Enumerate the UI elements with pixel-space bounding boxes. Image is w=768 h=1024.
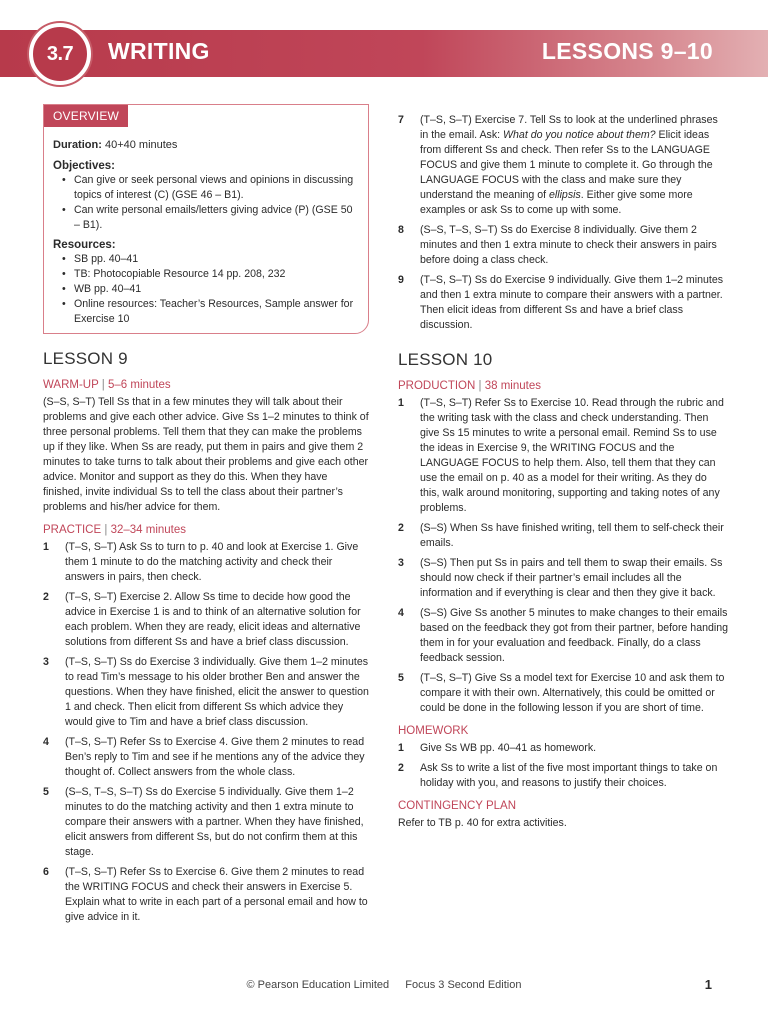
practice-item (398, 223, 728, 268)
footer (0, 979, 768, 991)
homework-item (398, 741, 728, 756)
item-text: (S–S) Give Ss another 5 minutes to make changes to their emails based on the feedback they got from their partner, before handing them in for your evaluation and feedback. Finally, do a class feedback session. (420, 607, 729, 664)
production-item (398, 671, 728, 716)
practice-item (43, 865, 369, 925)
item-text: (T–S, S–T) Give Ss a model text for Exercise 10 and ask them to compare it with their own. Alternatively, this could be omitted or could be done in the following lesson if you are short of time. (420, 672, 725, 714)
footer-edition: Focus 3 Second Edition (405, 979, 522, 991)
homework-list (398, 741, 728, 791)
lessons-title: LESSONS 9–10 (541, 38, 713, 64)
resource-item: • TB: Photocopiable Resource 14 pp. 208, 232 (53, 267, 361, 282)
separator: | (478, 380, 482, 392)
practice-list (43, 540, 369, 925)
objective-item: • Can write personal emails/letters giving advice (P) (GSE 50 – B1). (53, 203, 361, 233)
item-text-post: . Either give some more examples or ask Ss to come up with some. (420, 189, 693, 216)
right-column (398, 113, 728, 831)
item-number: 2 (43, 591, 49, 603)
duration-value: 40+40 minutes (104, 139, 178, 151)
item-number: 5 (43, 786, 49, 798)
item-text: (T–S, S–T) Refer Ss to Exercise 4. Give them 2 minutes to read Ben’s reply to Tim and see if he mentions any of the advice they thought of. Collect answers from the whole class. (65, 736, 365, 778)
item-text: (T–S, S–T) Exercise 2. Allow Ss time to decide how good the advice in Exercise 1 is and to think of an alternative solution for each problem. When they are ready, elicit ideas and alternative solutions from different Ss and have a brief class discussion. (65, 591, 361, 648)
production-item (398, 606, 728, 666)
item-number: 3 (43, 656, 49, 668)
contingency-heading: CONTINGENCY PLAN (398, 800, 517, 812)
objectives-label: Objectives: (53, 160, 115, 172)
item-number: 4 (398, 607, 404, 619)
item-text-pre: (T–S, S–T) Exercise 7. Tell Ss to look at the underlined phrases in the email. Ask: (420, 114, 718, 141)
resource-item: • WB pp. 40–41 (53, 282, 361, 297)
practice-heading (43, 524, 369, 536)
item-emphasis: ellipsis (548, 189, 581, 201)
resources-list (53, 252, 361, 327)
production-item (398, 396, 728, 516)
item-text: (S–S, T–S, S–T) Ss do Exercise 8 individually. Give them 2 minutes and then 1 extra minute to check their answers in pairs before doing a class check. (420, 224, 717, 266)
warmup-heading (43, 379, 369, 391)
item-number: 4 (43, 736, 49, 748)
page-number: 1 (704, 977, 712, 992)
practice-item (398, 113, 728, 218)
item-number: 1 (398, 397, 404, 409)
overview-tab: OVERVIEW (44, 105, 128, 127)
objective-item: • Can give or seek personal views and opinions in discussing topics of interest (C) (GSE 46 – B1). (53, 173, 361, 203)
item-number: 1 (398, 742, 404, 754)
item-text: (S–S) Then put Ss in pairs and tell them to swap their emails. Ss should now check if their partner’s email includes all the information and if everything is clear and then they give it back. (420, 557, 723, 599)
practice-item (43, 735, 369, 780)
production-label: PRODUCTION (398, 380, 476, 392)
lesson10-heading: LESSON 10 (398, 350, 493, 369)
item-text: (T–S, S–T) Refer Ss to Exercise 10. Read through the rubric and the writing task with the class and check understanding. Then give Ss 15 minutes to write a personal email. Remind Ss to use the ideas in Exercise 9, the WRITING FOCUS and the LANGUAGE FOCUS to help them. Also, tell them that they can use the email on p. 40 as a model for their writing. As they do this, walk around monitoring, supporting and taking notes of any problems. (420, 397, 724, 514)
item-number: 5 (398, 672, 404, 684)
item-text: (T–S, S–T) Ask Ss to turn to p. 40 and look at Exercise 1. Give them 1 minute to do the matching activity and check their answers in pairs, then check. (65, 541, 359, 583)
footer-copyright: © Pearson Education Limited (246, 979, 390, 991)
practice-item (43, 655, 369, 730)
objectives-list (53, 173, 361, 233)
resources-label: Resources: (53, 239, 116, 251)
production-list (398, 396, 728, 716)
item-text: (S–S, T–S, S–T) Ss do Exercise 5 individually. Give them 1–2 minutes to do the matching activity and then 1 extra minute to compare their answers with a partner. When they have finished, elicit answers from different Ss, but do not confirm them at this stage. (65, 786, 364, 858)
badge-text: 3.7 (46, 42, 74, 65)
production-heading (398, 380, 728, 392)
item-text: Give Ss WB pp. 40–41 as homework. (420, 742, 597, 754)
warmup-text: (S–S, S–T) Tell Ss that in a few minutes they will talk about their problems and give each other advice. Give Ss 1–2 minutes to think of three personal problems. Tell them that they can make the problems up if they like. When Ss are ready, put them in pairs and give them 2 minutes to take turns to talk about their problems and give each other advice. Monitor and support as they do this. When they have finished, invite individual Ss to tell the class about their partner’s problems and his/her advice for them. (43, 396, 369, 513)
resource-item: • SB pp. 40–41 (53, 252, 361, 267)
item-number: 3 (398, 557, 404, 569)
production-item (398, 521, 728, 551)
practice-label: PRACTICE (43, 524, 102, 536)
item-text: Ask Ss to write a list of the five most important things to take on holiday with you, and reasons to justify their choices. (420, 762, 718, 789)
contingency-text: Refer to TB p. 40 for extra activities. (398, 817, 567, 829)
item-number: 9 (398, 274, 404, 286)
production-item (398, 556, 728, 601)
item-text: (T–S, S–T) Refer Ss to Exercise 6. Give them 2 minutes to read the WRITING FOCUS and check their answers in Exercise 5. Explain what to write in each part of a personal email and how to give advice in it. (65, 866, 368, 923)
practice-duration: 32–34 minutes (110, 524, 187, 536)
item-number: 8 (398, 224, 404, 236)
warmup-label: WARM-UP (43, 379, 99, 391)
homework-heading: HOMEWORK (398, 725, 469, 737)
item-question: What do you notice about them? (503, 129, 656, 141)
item-number: 2 (398, 762, 404, 774)
homework-item (398, 761, 728, 791)
item-text-mid: Elicit ideas from different Ss and check. Then refer Ss to the LANGUAGE FOCUS and give them 1 minute to complete it. Go through the LANGUAGE FOCUS with the class and make sure they understand the meaning of (420, 129, 713, 201)
item-number: 6 (43, 866, 49, 878)
item-number: 1 (43, 541, 49, 553)
separator: | (104, 524, 108, 536)
practice-item (398, 273, 728, 333)
practice-item (43, 540, 369, 585)
lesson-number-badge (29, 23, 91, 85)
overview-body (53, 138, 361, 327)
item-text: (T–S, S–T) Ss do Exercise 9 individually. Give them 1–2 minutes and then 1 extra minute to compare their answers with a partner. Then elicit ideas from different Ss and have a brief class discussion. (420, 274, 724, 331)
lesson9-section (43, 349, 369, 925)
practice-item (43, 785, 369, 860)
duration-line (53, 138, 361, 153)
item-text: (T–S, S–T) Ss do Exercise 3 individually. Give them 1–2 minutes to read Tim’s message to his older brother Ben and answer the questions. When they have finished, elicit the answer to question 1 and check. Then elicit from different Ss which advice they would give to Tim and have a brief class discussion. (65, 656, 369, 728)
resource-item: • Online resources: Teacher’s Resources, Sample answer for Exercise 10 (53, 297, 361, 327)
practice-item (43, 590, 369, 650)
item-number: 7 (398, 114, 404, 126)
item-text: (S–S) When Ss have finished writing, tell them to self-check their emails. (420, 522, 724, 549)
separator: | (101, 379, 105, 391)
overview-box (43, 104, 369, 334)
item-number: 2 (398, 522, 404, 534)
production-duration: 38 minutes (484, 380, 541, 392)
warmup-duration: 5–6 minutes (108, 379, 171, 391)
duration-label: Duration: (53, 139, 102, 151)
section-title: WRITING (108, 38, 210, 64)
lesson9-heading: LESSON 9 (43, 349, 128, 368)
